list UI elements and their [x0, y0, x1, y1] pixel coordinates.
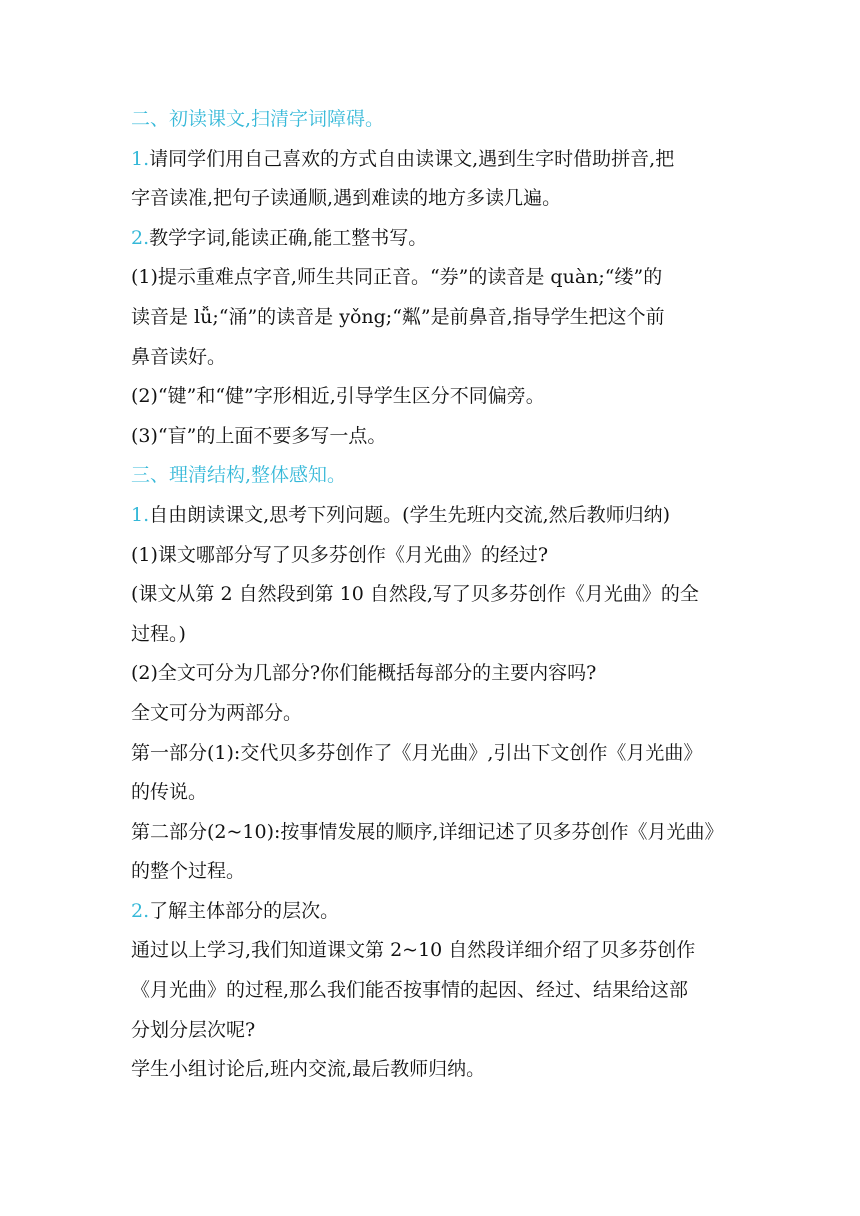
section-heading-3: 三、理清结构,整体感知。 [131, 464, 347, 487]
s3-paragraph-1-line-1: 通过以上学习,我们知道课文第 2~10 自然段详细介绍了贝多芬创作 [131, 939, 696, 962]
s3-part-1-line-2: 的传说。 [131, 781, 208, 804]
s2-sub-1-line-1: (1)提示重难点字音,师生共同正音。“券”的读音是 quàn;“缕”的 [131, 266, 663, 289]
section-heading-2: 二、初读课文,扫清字词障碍。 [131, 108, 385, 130]
s3-part-1-line-1: 第一部分(1):交代贝多芬创作了《月光曲》,引出下文创作《月光曲》 [131, 741, 703, 764]
s3-paragraph-1-line-2: 《月光曲》的过程,那么我们能否按事情的起因、经过、结果给这部 [131, 979, 689, 1002]
s2-item-2 [131, 219, 771, 259]
s2-sub-3: (3)“盲”的上面不要多写一点。 [131, 424, 387, 447]
item-text: 了解主体部分的层次。 [149, 899, 340, 922]
item-number: 2. [131, 899, 150, 922]
item-number: 2. [131, 226, 150, 249]
item-text: 教学字词,能读正确,能工整书写。 [149, 226, 428, 249]
s2-item-1-line-1 [131, 140, 771, 180]
s2-sub-1-line-3: 鼻音读好。 [131, 345, 227, 368]
item-text: 自由朗读课文,思考下列问题。(学生先班内交流,然后教师归纳) [149, 503, 671, 526]
item-number: 1. [131, 503, 150, 526]
s2-sub-2: (2)“键”和“健”字形相近,引导学生区分不同偏旁。 [131, 385, 545, 408]
s3-question-2: (2)全文可分为几部分?你们能概括每部分的主要内容吗? [131, 662, 597, 685]
item-text: 请同学们用自己喜欢的方式自由读课文,遇到生字时借助拼音,把 [149, 147, 675, 170]
s3-item-2 [131, 892, 771, 932]
s3-paragraph-2: 学生小组讨论后,班内交流,最后教师归纳。 [131, 1058, 486, 1081]
s3-answer-2-intro: 全文可分为两部分。 [131, 701, 303, 724]
s3-part-2-line-2: 的整个过程。 [131, 860, 246, 883]
s2-sub-1-line-2: 读音是 lǚ;“涌”的读音是 yǒng;“粼”是前鼻音,指导学生把这个前 [131, 305, 665, 328]
s3-part-2-line-1: 第二部分(2~10):按事情发展的顺序,详细记述了贝多芬创作《月光曲》 [131, 820, 724, 843]
item-number: 1. [131, 147, 150, 170]
s3-answer-1-line-1: (课文从第 2 自然段到第 10 自然段,写了贝多芬创作《月光曲》的全 [131, 583, 699, 606]
s3-answer-1-line-2: 过程。) [131, 622, 186, 645]
s3-question-1: (1)课文哪部分写了贝多芬创作《月光曲》的经过? [131, 543, 549, 566]
s3-paragraph-1-line-3: 分划分层次呢? [131, 1018, 256, 1041]
s3-item-1 [131, 496, 771, 536]
s2-item-1-line-2: 字音读准,把句子读通顺,遇到难读的地方多读几遍。 [131, 187, 562, 210]
lesson-content [131, 100, 771, 1090]
